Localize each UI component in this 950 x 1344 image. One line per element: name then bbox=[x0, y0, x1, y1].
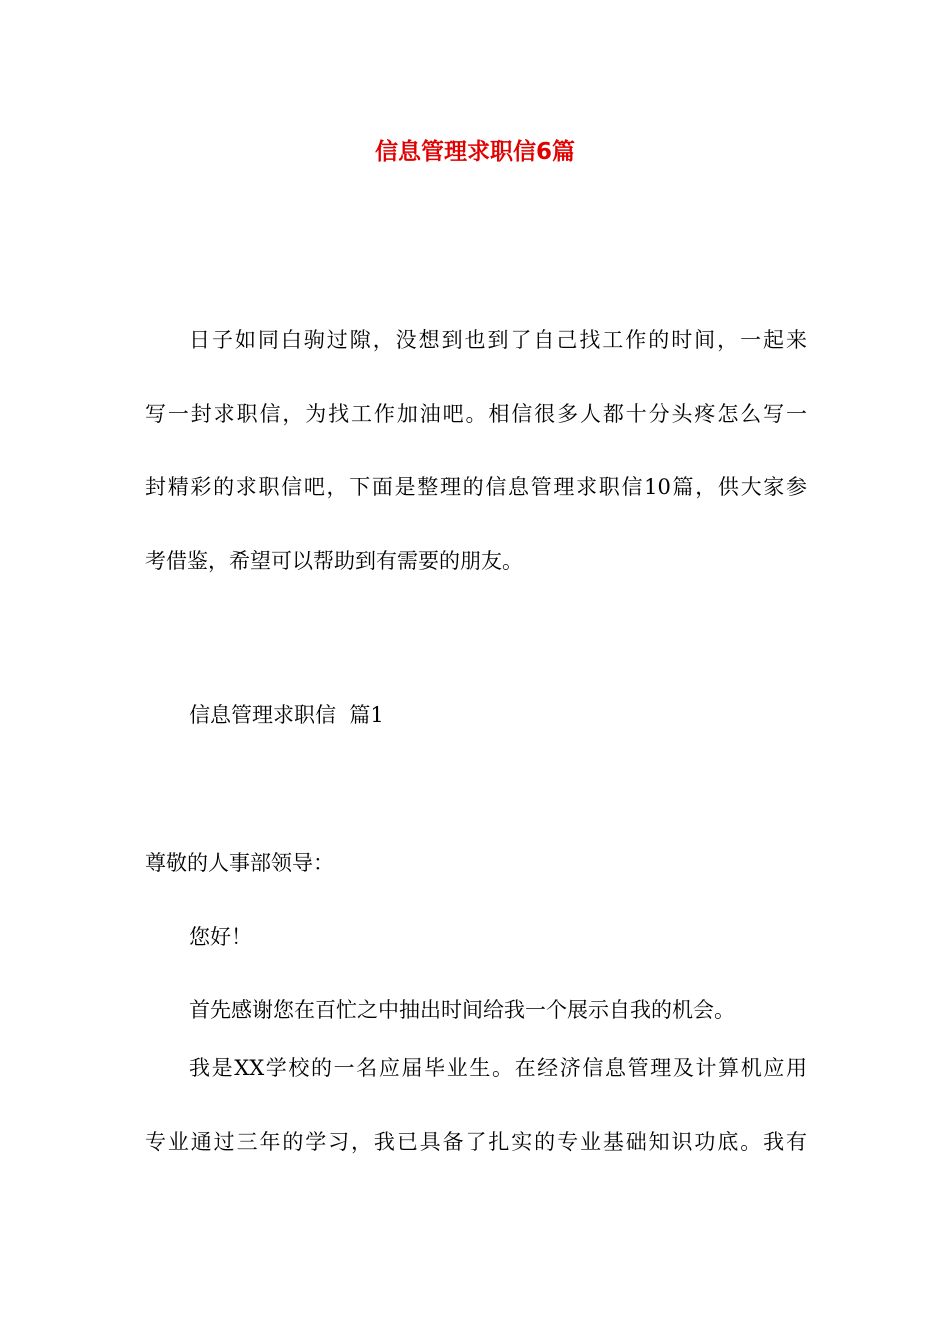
intro-line-2: 写一封求职信，为找工作加油吧。相信很多人都十分头疼怎么写一 bbox=[145, 401, 807, 426]
intro-paragraph bbox=[145, 304, 807, 598]
paragraph-1: 首先感谢您在百忙之中抽出时间给我一个展示自我的机会。 bbox=[189, 998, 735, 1022]
greeting: 您好！ bbox=[189, 925, 252, 949]
salutation: 尊敬的人事部领导： bbox=[145, 851, 334, 875]
paragraph-2 bbox=[145, 1032, 807, 1179]
paragraph-2-line-1: 我是XX学校的一名应届毕业生。在经济信息管理及计算机应用 bbox=[189, 1056, 807, 1080]
intro-line-3: 封精彩的求职信吧，下面是整理的信息管理求职信10篇，供大家参 bbox=[145, 475, 807, 499]
paragraph-2-line-2: 专业通过三年的学习，我已具备了扎实的专业基础知识功底。我有 bbox=[145, 1129, 807, 1154]
intro-line-4: 考借鉴，希望可以帮助到有需要的朋友。 bbox=[145, 548, 523, 573]
document-title: 信息管理求职信6篇 bbox=[374, 139, 575, 165]
intro-line-1: 日子如同白驹过隙，没想到也到了自己找工作的时间，一起来 bbox=[189, 328, 807, 352]
section-heading: 信息管理求职信 篇1 bbox=[189, 703, 384, 727]
